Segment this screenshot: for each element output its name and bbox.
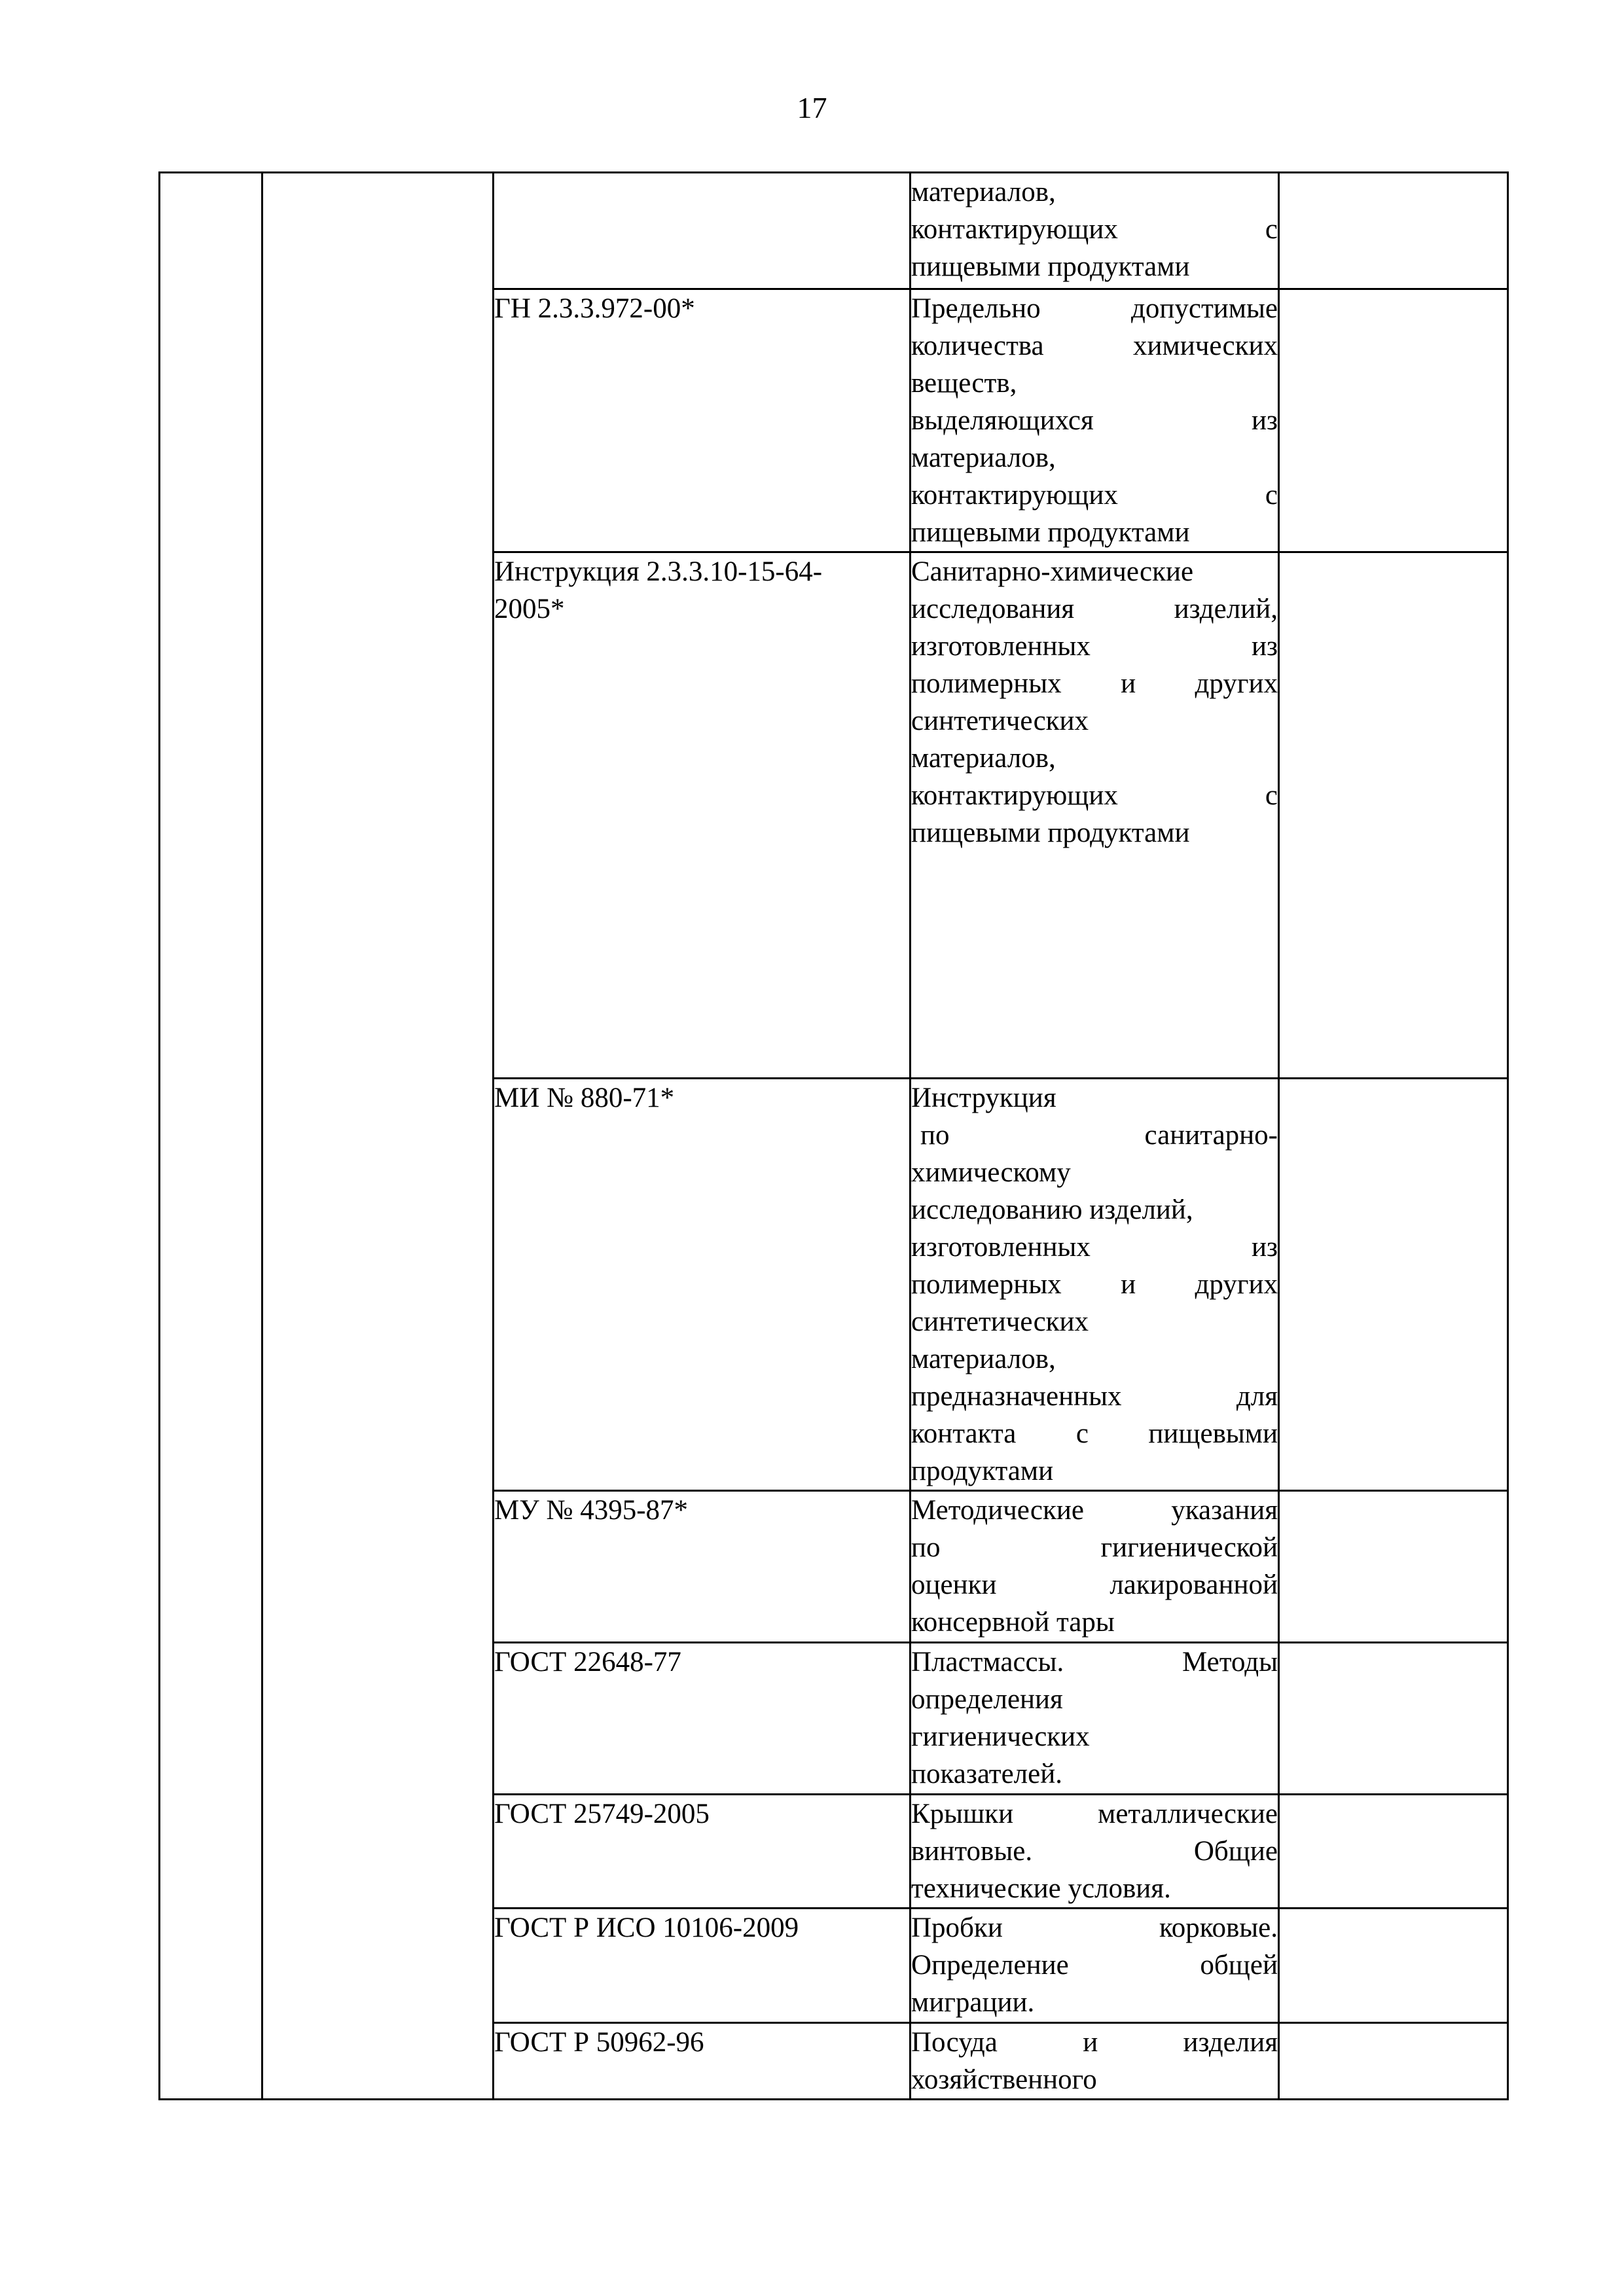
description-word: санитарно- xyxy=(1144,1120,1278,1151)
document-cell xyxy=(494,2023,911,2100)
description-line xyxy=(911,1415,1278,1452)
description-word: других xyxy=(1195,1269,1278,1300)
description-line xyxy=(911,553,1278,590)
description-line xyxy=(911,1452,1278,1490)
description-word: Методические xyxy=(911,1495,1084,1526)
description-word: материалов, xyxy=(911,442,1056,473)
document-name-line: ГОСТ Р ИСО 10106-2009 xyxy=(494,1912,799,1943)
description-word: из xyxy=(1252,631,1278,662)
description-word: Посуда xyxy=(911,2027,998,2058)
description-word: с xyxy=(1265,480,1278,511)
description-line xyxy=(911,402,1278,439)
description-cell xyxy=(911,1909,1279,2023)
description-word: общей xyxy=(1200,1950,1278,1981)
notes-cell xyxy=(1279,2023,1508,2100)
description-word: из xyxy=(1252,1232,1278,1263)
description-cell xyxy=(911,2023,1279,2100)
description-word: исследованию изделий, xyxy=(911,1194,1193,1225)
description-line xyxy=(911,1718,1278,1755)
description-word: пищевыми продуктами xyxy=(911,817,1190,848)
description-word: материалов, xyxy=(911,177,1056,207)
object-column-cell xyxy=(262,173,494,2100)
description-word: изготовленных xyxy=(911,631,1091,662)
description-word: оценки xyxy=(911,1570,997,1600)
description-cell xyxy=(911,173,1279,289)
description-word: пищевыми продуктами xyxy=(911,517,1190,548)
document-name-line: ГОСТ 22648-77 xyxy=(494,1647,681,1677)
description-line xyxy=(911,1191,1278,1229)
description-line xyxy=(911,665,1278,702)
description-line xyxy=(911,327,1278,365)
description-word: материалов, xyxy=(911,1344,1056,1374)
description-line xyxy=(911,514,1278,551)
notes-cell xyxy=(1279,1909,1508,2023)
description-line xyxy=(911,2024,1278,2061)
description-cell xyxy=(911,552,1279,1079)
description-word: и xyxy=(1121,668,1136,699)
document-cell xyxy=(494,173,911,289)
table-body xyxy=(160,173,1508,2100)
description-word: хозяйственного xyxy=(911,2064,1097,2095)
description-word: консервной тары xyxy=(911,1607,1115,1638)
document-name-line: МУ № 4395-87* xyxy=(494,1495,689,1526)
description-word: количества xyxy=(911,331,1044,361)
description-line xyxy=(911,1755,1278,1793)
description-line xyxy=(911,365,1278,402)
notes-cell xyxy=(1279,1643,1508,1795)
description-word: пищевыми xyxy=(1148,1418,1278,1449)
description-line xyxy=(911,702,1278,740)
description-word: определения xyxy=(911,1684,1063,1715)
notes-cell xyxy=(1279,1491,1508,1643)
description-word: полимерных xyxy=(911,668,1062,699)
description-line xyxy=(911,290,1278,327)
description-line xyxy=(911,1117,1278,1154)
description-line xyxy=(911,211,1278,248)
description-cell xyxy=(911,1795,1279,1909)
document-cell xyxy=(494,1909,911,2023)
description-word: указания xyxy=(1171,1495,1278,1526)
description-line xyxy=(911,740,1278,777)
description-cell xyxy=(911,1643,1279,1795)
document-name-line: ГОСТ Р 50962-96 xyxy=(494,2027,704,2058)
description-line xyxy=(911,1303,1278,1340)
description-word: химическому xyxy=(911,1157,1071,1188)
description-line xyxy=(911,1681,1278,1718)
document-cell xyxy=(494,289,911,552)
description-word: и xyxy=(1121,1269,1136,1300)
description-line xyxy=(911,1229,1278,1266)
description-word: контакта xyxy=(911,1418,1017,1449)
description-word: металлические xyxy=(1098,1799,1278,1829)
description-word: гигиенических xyxy=(911,1721,1090,1752)
description-line xyxy=(911,1643,1278,1681)
description-word: по xyxy=(920,1120,950,1151)
document-name-line: 2005* xyxy=(494,594,565,624)
description-word: изготовленных xyxy=(911,1232,1091,1263)
description-word: гигиенической xyxy=(1100,1532,1278,1563)
description-line xyxy=(911,1266,1278,1303)
description-word: с xyxy=(1265,214,1278,245)
description-line xyxy=(911,1984,1278,2021)
description-word: контактирующих xyxy=(911,480,1118,511)
description-word: исследования xyxy=(911,594,1075,624)
description-line xyxy=(911,1909,1278,1946)
standards-table xyxy=(158,171,1509,2100)
page-number: 17 xyxy=(797,91,827,124)
description-word: винтовые. xyxy=(911,1836,1033,1867)
description-line xyxy=(911,2061,1278,2098)
description-word: Пробки xyxy=(911,1912,1003,1943)
notes-cell xyxy=(1279,1795,1508,1909)
description-word: контактирующих xyxy=(911,780,1118,811)
notes-cell xyxy=(1279,289,1508,552)
description-word: миграции. xyxy=(911,1987,1035,2018)
description-line xyxy=(911,814,1278,852)
description-line xyxy=(911,1566,1278,1604)
description-word: Предельно xyxy=(911,293,1041,324)
description-line xyxy=(911,1946,1278,1984)
description-word: веществ, xyxy=(911,368,1017,399)
description-line xyxy=(911,1079,1278,1117)
description-line xyxy=(911,1833,1278,1870)
description-cell xyxy=(911,1079,1279,1491)
description-word: Санитарно-химические xyxy=(911,556,1194,587)
description-word: технические условия. xyxy=(911,1873,1171,1904)
description-line xyxy=(911,248,1278,285)
description-line xyxy=(911,1340,1278,1378)
description-word: для xyxy=(1236,1381,1278,1412)
description-word: Общие xyxy=(1193,1836,1278,1867)
document-name-line: Инструкция 2.3.3.10-15-64- xyxy=(494,556,823,587)
document-cell xyxy=(494,1795,911,1909)
description-word: лакированной xyxy=(1110,1570,1278,1600)
document-cell xyxy=(494,552,911,1079)
description-word: изделия xyxy=(1183,2027,1278,2058)
description-cell xyxy=(911,289,1279,552)
document-name-line: ГОСТ 25749-2005 xyxy=(494,1799,710,1829)
description-line xyxy=(911,476,1278,514)
description-word: синтетических xyxy=(911,1306,1089,1337)
description-line xyxy=(911,590,1278,628)
description-line xyxy=(911,173,1278,211)
description-word: полимерных xyxy=(911,1269,1062,1300)
description-word: допустимые xyxy=(1131,293,1278,324)
document-cell xyxy=(494,1491,911,1643)
document-cell xyxy=(494,1079,911,1491)
table-row xyxy=(160,173,1508,289)
description-word: с xyxy=(1265,780,1278,811)
description-word: выделяющихся xyxy=(911,405,1094,436)
description-word: предназначенных xyxy=(911,1381,1122,1412)
description-line xyxy=(911,1604,1278,1641)
description-word: изделий, xyxy=(1174,594,1278,624)
description-word: пищевыми продуктами xyxy=(911,251,1190,282)
description-line xyxy=(911,1154,1278,1191)
description-word: показателей. xyxy=(911,1759,1062,1789)
description-word: химических xyxy=(1132,331,1278,361)
description-word: с xyxy=(1075,1418,1089,1449)
description-word: Крышки xyxy=(911,1799,1014,1829)
description-word: Методы xyxy=(1182,1647,1278,1677)
description-word: по xyxy=(911,1532,941,1563)
description-word: контактирующих xyxy=(911,214,1118,245)
notes-cell xyxy=(1279,1079,1508,1491)
description-word: синтетических xyxy=(911,706,1089,736)
document-cell xyxy=(494,1643,911,1795)
document-name-line: МИ № 880-71* xyxy=(494,1083,675,1113)
document-name-line: ГН 2.3.3.972-00* xyxy=(494,293,695,324)
description-word: материалов, xyxy=(911,743,1056,774)
description-word: других xyxy=(1195,668,1278,699)
description-line xyxy=(911,777,1278,814)
description-word: продуктами xyxy=(911,1456,1054,1486)
description-word: Инструкция xyxy=(911,1083,1056,1113)
number-column-cell xyxy=(160,173,262,2100)
notes-cell xyxy=(1279,552,1508,1079)
description-word: Пластмассы. xyxy=(911,1647,1064,1677)
description-line xyxy=(911,628,1278,665)
description-word: корковые. xyxy=(1159,1912,1278,1943)
description-line xyxy=(911,439,1278,476)
description-word: Определение xyxy=(911,1950,1069,1981)
description-line xyxy=(911,1795,1278,1833)
description-line xyxy=(911,1870,1278,1907)
description-word: из xyxy=(1252,405,1278,436)
description-word: и xyxy=(1083,2027,1098,2058)
description-line xyxy=(911,1378,1278,1415)
description-cell xyxy=(911,1491,1279,1643)
notes-cell xyxy=(1279,173,1508,289)
description-line xyxy=(911,1529,1278,1566)
description-line xyxy=(911,1492,1278,1529)
